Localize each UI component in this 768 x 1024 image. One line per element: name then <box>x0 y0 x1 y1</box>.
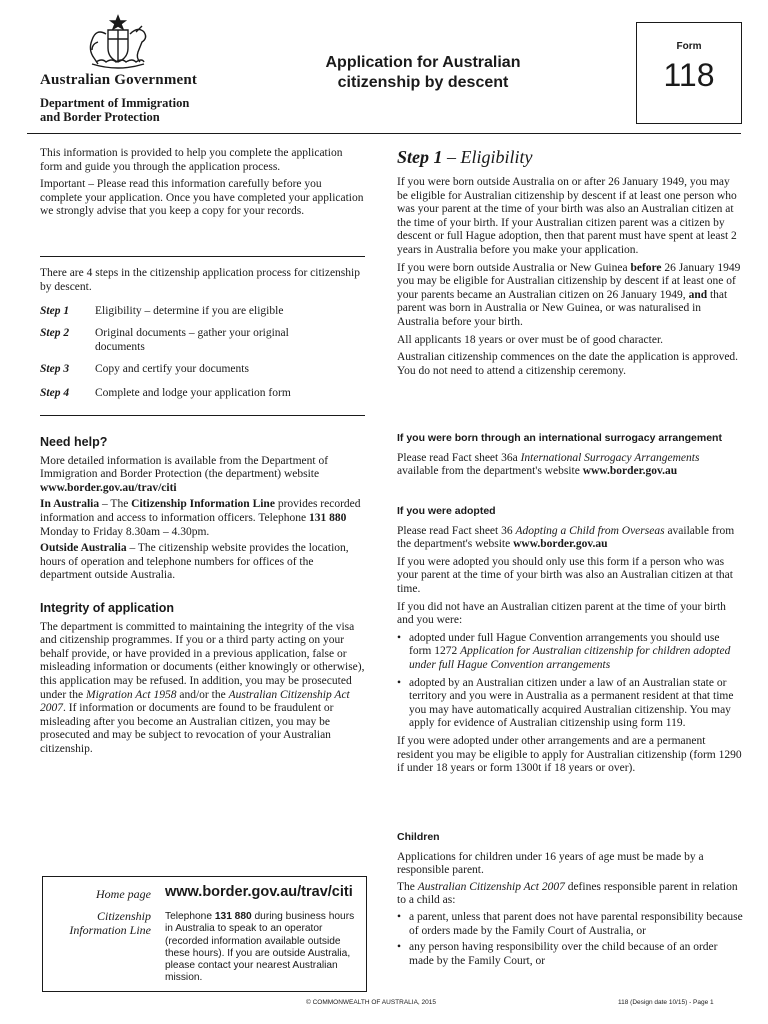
website-link[interactable]: www.border.gov.au/trav/citi <box>40 481 177 494</box>
adoption-options-list <box>397 632 743 731</box>
form-title: Application for Australian citizenship by descent <box>325 54 521 91</box>
eligibility-paragraph: If you were born outside Australia on or after 26 January 1949, you may be eligible for Australian citizenship by descent if at least one person who was your parent at the time of your birth was also an Australian citizen at the time of your birth. If your Australian citizen parent was a citizen by descent or full Hague adoption, then that parent must have spent at least 2 years in Australia before you make your application. <box>397 176 737 256</box>
header-divider <box>27 133 741 134</box>
divider <box>40 415 365 416</box>
important-paragraph: Important – Please read this information carefully before you complete your application. Once you have completed your application we strongly advise that you keep a copy for your records. <box>40 178 364 218</box>
intro-paragraph: This information is provided to help you complete the application form and guide you through the application process. <box>40 147 343 173</box>
eligibility-section <box>397 176 743 378</box>
intro-section <box>40 147 365 219</box>
page-number: 118 (Design date 10/15) - Page 1 <box>618 999 714 1006</box>
contact-info-box <box>42 876 367 992</box>
info-line-text: Telephone 131 880 during business hours in Australia to speak to an operator (recorded information available outside these hours). If you are outside Australia, please contact your nearest Australian mission. <box>165 911 355 984</box>
website-link[interactable]: www.border.gov.au <box>513 538 608 551</box>
integrity-heading: Integrity of application <box>40 601 175 615</box>
surrogacy-heading: If you were born through an international surrogacy arrangement <box>397 432 722 444</box>
children-section <box>397 831 743 968</box>
children-text: Applications for children under 16 years of age must be made by a responsible parent. <box>397 850 704 877</box>
list-item: • adopted by an Australian citizen under a law of an Australian state or territory and you were in Australia as a permanent resident at that time you may have automatically acquired Australian citizenship. You may apply for evidence of Australian citizenship using form 119. <box>397 677 743 731</box>
list-item: • any person having responsibility over the child because of an order made by the Family Court, or <box>397 941 743 968</box>
eligibility-paragraph: If you were born outside Australia or New Guinea before 26 January 1949 you may be eligible for Australian citizenship by descent if at least one of your parents became an Australian citizen on 26 January 1949, and that parent was born in Australia or New Guinea, or was naturalised in Australia before your birth. <box>397 261 741 328</box>
website-link[interactable]: www.border.gov.au <box>582 465 678 478</box>
list-item: • a parent, unless that parent does not have parental responsibility because of orders made by the Family Court of Australia, or <box>397 911 743 938</box>
integrity-section <box>40 602 365 757</box>
step1-heading: Step 1 – Eligibility <box>397 147 533 167</box>
home-page-link[interactable]: www.border.gov.au/trav/citi <box>165 884 353 900</box>
home-page-label: Home page <box>96 887 151 901</box>
need-help-section <box>40 436 365 583</box>
adopted-text: If you were adopted you should only use this form if a person who was your parent at the time of your birth was also an Australian citizen at that time. <box>397 555 733 595</box>
info-line-label: Citizenship Information Line <box>69 909 151 937</box>
need-help-heading: Need help? <box>40 435 108 449</box>
form-number: 118 <box>663 57 715 93</box>
steps-intro: There are 4 steps in the citizenship application process for citizenship by descent. <box>40 267 360 293</box>
in-australia-text: In Australia – The Citizenship Information Line provides recorded information and access to information officers. Telephone 131 880 Monday to Friday 8.30am – 4.30pm. <box>40 498 361 538</box>
outside-australia-text: Outside Australia – The citizenship website provides the location, hours of operation and telephone numbers for offices of the department outside Australia. <box>40 542 349 582</box>
integrity-text: The department is committed to maintaining the integrity of the visa and citizenship programmes. If you or a third party acting on your behalf provide, or have provided in a previous application, false or misleading information or documents (either knowingly or otherwise), this application may be refused. In addition, you may be prosecuted under the Migration Act 1958 and/or the Australian Citizenship Act 2007. If information or documents are found to be fraudulent or misleading after you become an Australian citizen, you may be prosecuted and may be subject to revocation of your Australian citizenship. <box>40 620 365 755</box>
adopted-text: If you did not have an Australian citizen parent at the time of your birth and you were: <box>397 600 726 627</box>
adopted-section <box>397 505 743 776</box>
responsible-parent-list <box>397 911 743 968</box>
need-help-text: More detailed information is available from the Department of Immigration and Border Protection (the department) website www.border.gov.au/trav/citi <box>40 454 329 494</box>
eligibility-paragraph: Australian citizenship commences on the date the application is approved. You do not need to attend a citizenship ceremony. <box>397 351 739 377</box>
children-text: The Australian Citizenship Act 2007 defines responsible parent in relation to a child as: <box>397 880 738 907</box>
eligibility-paragraph: All applicants 18 years or over must be of good character. <box>397 333 664 346</box>
adopted-text: Please read Fact sheet 36 Adopting a Child from Overseas available from the department's website www.border.gov.au <box>397 524 735 551</box>
surrogacy-text: Please read Fact sheet 36a International Surrogacy Arrangements available from the department's website www.border.gov.au <box>397 451 700 478</box>
children-heading: Children <box>397 831 440 843</box>
coat-of-arms-logo <box>78 12 158 74</box>
adopted-text: If you were adopted under other arrangements and are a permanent resident you may be eligible to apply for Australian citizenship (form 1290 if under 18 years or form 1300t if 18 years or over). <box>397 734 742 775</box>
list-item: • adopted under full Hague Convention arrangements you should use form 1272 Application for Australian citizenship for children adopted under full Hague Convention arrangements <box>397 632 743 673</box>
government-name: Australian Government <box>40 72 198 88</box>
form-label: Form <box>676 41 702 52</box>
surrogacy-section <box>397 432 743 479</box>
divider <box>40 256 365 257</box>
form-number-box <box>636 22 742 124</box>
copyright-notice: © COMMONWEALTH OF AUSTRALIA, 2015 <box>306 999 436 1006</box>
adopted-heading: If you were adopted <box>397 505 496 517</box>
department-name: Department of Immigration and Border Protection <box>40 96 190 124</box>
